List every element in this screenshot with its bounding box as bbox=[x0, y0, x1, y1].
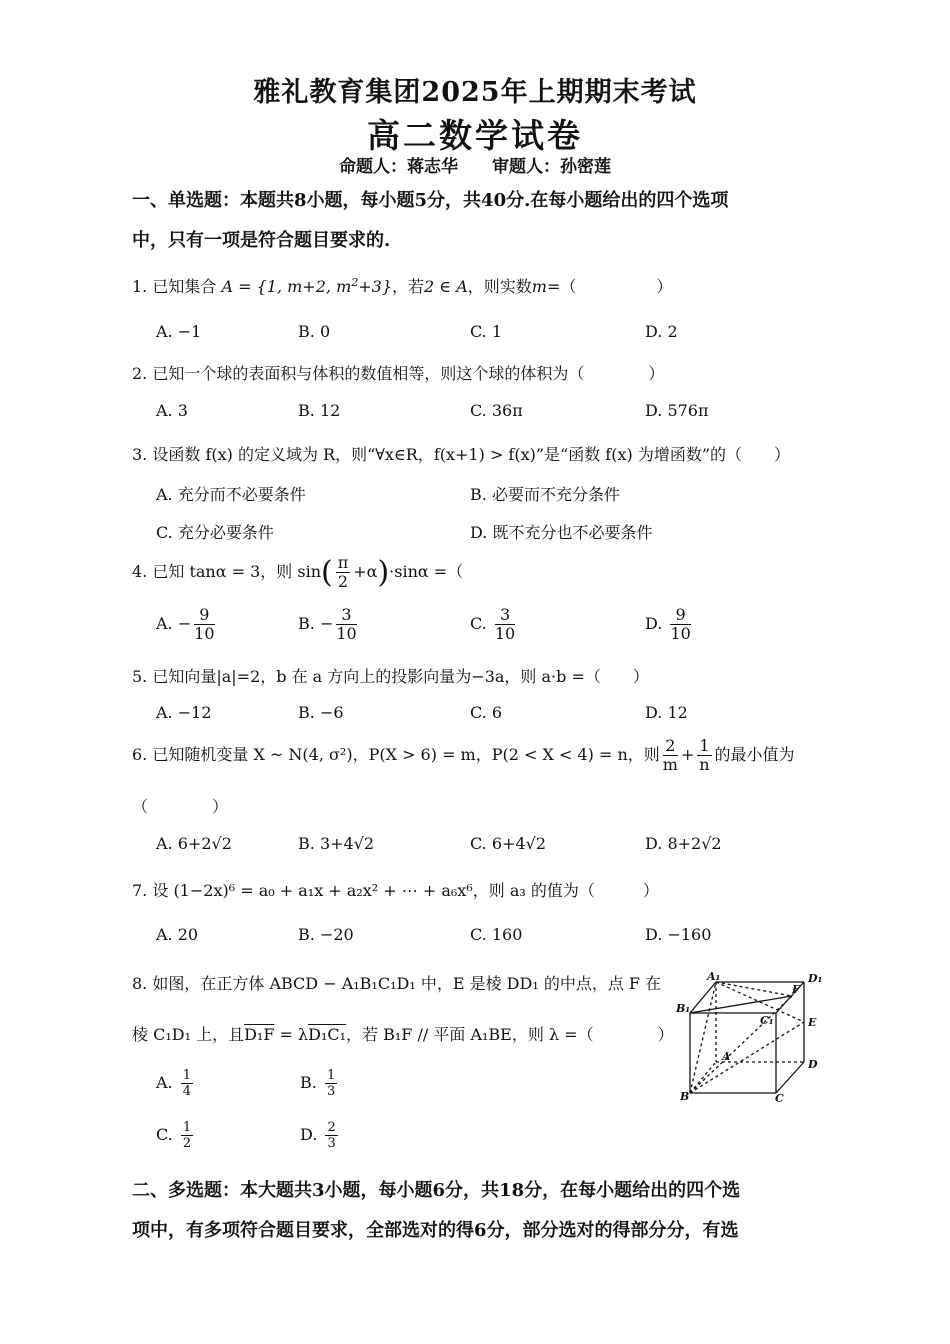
question-4: 4. 已知 tanα = 3，则 sin( $\frac{\pi}{2}$ +α)·sinα =（ bbox=[132, 553, 464, 591]
exam-subject-title: 高二数学试卷 bbox=[367, 116, 583, 155]
question-8-line2: 棱 C₁D₁ 上，且D₁F = λD₁C₁，若 B₁F // 平面 A₁BE，则 λ =（ ） bbox=[132, 1025, 674, 1044]
cube-figure bbox=[672, 968, 832, 1108]
q6-option-d: D. 8+2√2 bbox=[645, 834, 722, 853]
label-b1: B₁ bbox=[676, 1002, 691, 1015]
q5-option-a: A. −12 bbox=[156, 703, 212, 722]
q2-option-a: A. 3 bbox=[156, 401, 188, 420]
label-c: C bbox=[775, 1092, 784, 1105]
exam-authors: 命题人：蒋志华 审题人：孙密莲 bbox=[339, 157, 611, 177]
label-c1: C₁ bbox=[760, 1014, 774, 1027]
label-e: E bbox=[808, 1016, 817, 1029]
q1-option-d: D. 2 bbox=[645, 322, 678, 341]
label-a: A bbox=[722, 1050, 731, 1063]
question-2: 2. 已知一个球的表面积与体积的数值相等，则这个球的体积为（ ） bbox=[132, 364, 665, 383]
section2-heading-line1: 二、多选题：本大题共3小题，每小题6分，共18分，在每小题给出的四个选 bbox=[132, 1180, 741, 1201]
q7-option-a: A. 20 bbox=[156, 925, 199, 944]
q4-option-c: C. $\frac{3}{10}$ bbox=[470, 605, 516, 643]
exam-title: 雅礼教育集团2025年上期期末考试 bbox=[253, 77, 697, 108]
question-6-paren: （ ） bbox=[132, 797, 229, 816]
question-1: 1. 已知集合 A = {1, m+2, $m^2+3$}，若2 ∈ A，则实数m=（ ） bbox=[132, 276, 673, 296]
q3-option-b: B. 必要而不充分条件 bbox=[470, 485, 620, 504]
q5-option-c: C. 6 bbox=[470, 703, 503, 722]
q7-option-b: B. −20 bbox=[298, 925, 354, 944]
section2-heading-line2: 项中，有多项符合题目要求，全部选对的得6分，部分选对的得部分分，有选 bbox=[132, 1220, 739, 1241]
q3-option-a: A. 充分而不必要条件 bbox=[156, 485, 306, 504]
q1-option-b: B. 0 bbox=[298, 322, 331, 341]
q3-option-d: D. 既不充分也不必要条件 bbox=[470, 523, 653, 542]
label-d: D bbox=[808, 1058, 818, 1071]
question-8-line1: 8. 如图，在正方体 ABCD − A₁B₁C₁D₁ 中，E 是棱 DD₁ 的中点，点 F 在 bbox=[132, 974, 662, 993]
question-3: 3. 设函数 f(x) 的定义域为 R，则“∀x∈R，f(x+1) > f(x)”是“函数 f(x) 为增函数”的（ ） bbox=[132, 445, 791, 464]
q2-option-c: C. 36π bbox=[470, 401, 523, 420]
q1-option-a: A. −1 bbox=[156, 322, 202, 341]
question-7: 7. 设 (1−2x)⁶ = a₀ + a₁x + a₂x² + ⋯ + a₆x⁶，则 a₃ 的值为（ ） bbox=[132, 881, 659, 900]
q4-option-b: B. − $\frac{3}{10}$ bbox=[298, 605, 357, 643]
q7-option-c: C. 160 bbox=[470, 925, 523, 944]
q3-option-c: C. 充分必要条件 bbox=[156, 523, 274, 542]
q6-option-c: C. 6+4√2 bbox=[470, 834, 546, 853]
q5-option-d: D. 12 bbox=[645, 703, 688, 722]
q1-option-c: C. 1 bbox=[470, 322, 503, 341]
q6-option-a: A. 6+2√2 bbox=[156, 834, 232, 853]
q2-option-b: B. 12 bbox=[298, 401, 341, 420]
section1-heading-line1: 一、单选题：本题共8小题，每小题5分，共40分.在每小题给出的四个选项 bbox=[132, 190, 729, 211]
label-f: F bbox=[792, 983, 800, 996]
q6-option-b: B. 3+4√2 bbox=[298, 834, 375, 853]
q5-option-b: B. −6 bbox=[298, 703, 344, 722]
label-d1: D₁ bbox=[808, 972, 823, 985]
q8-option-c: C. $\frac{1}{2}$ bbox=[156, 1120, 192, 1151]
label-a1: A₁ bbox=[707, 970, 721, 983]
label-b: B bbox=[680, 1090, 690, 1103]
q7-option-d: D. −160 bbox=[645, 925, 712, 944]
q8-option-b: B. $\frac{1}{3}$ bbox=[300, 1068, 336, 1099]
question-6: 6. 已知随机变量 X ~ N(4, σ²)，P(X > 6) = m，P(2 < X < 4) = n，则 $\frac{2}{m}$ + $\frac{1}{n}$ 的最小值为 bbox=[132, 736, 795, 774]
question-5: 5. 已知向量|a|=2，b 在 a 方向上的投影向量为−3a，则 a·b =（ ） bbox=[132, 667, 649, 686]
q4-option-d: D. $\frac{9}{10}$ bbox=[645, 605, 691, 643]
q8-option-a: A. $\frac{1}{4}$ bbox=[156, 1068, 192, 1099]
q4-option-a: A. − $\frac{9}{10}$ bbox=[156, 605, 215, 643]
q2-option-d: D. 576π bbox=[645, 401, 709, 420]
q8-option-d: D. $\frac{2}{3}$ bbox=[300, 1120, 336, 1151]
section1-heading-line2: 中，只有一项是符合题目要求的. bbox=[132, 230, 391, 251]
